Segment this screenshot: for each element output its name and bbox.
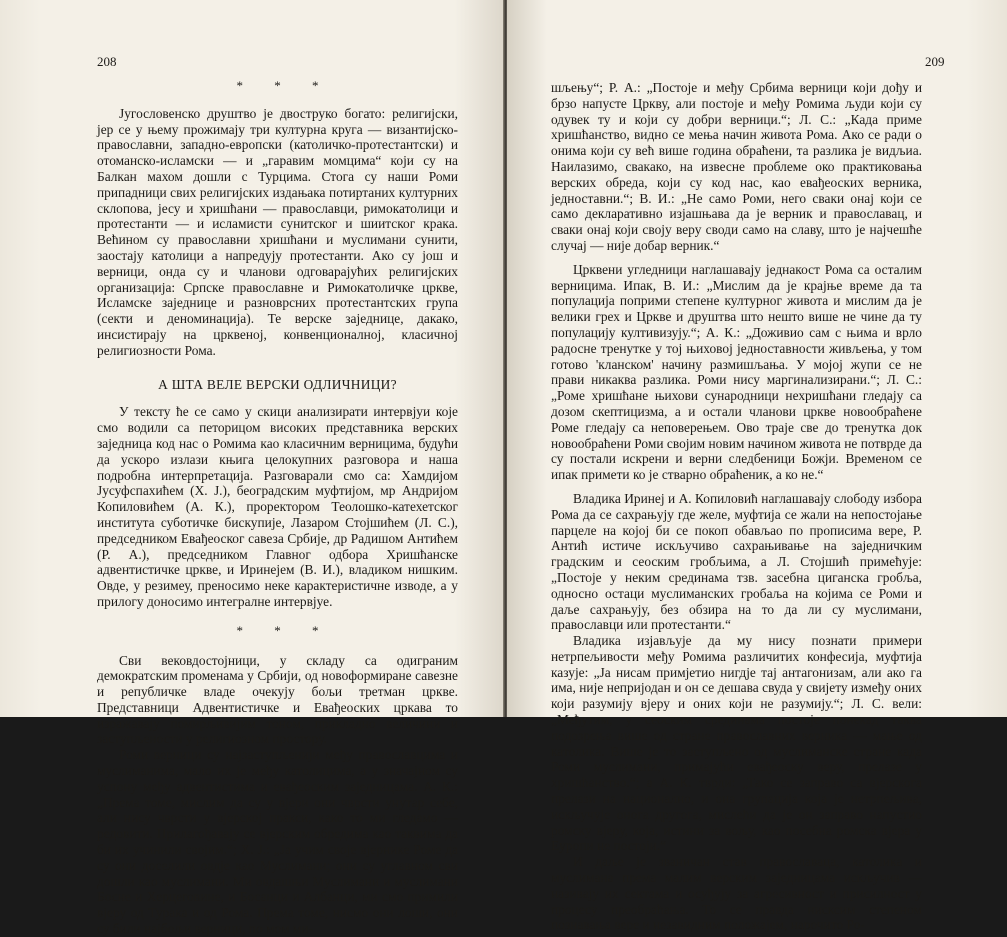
paragraph: Роми верници су најзаступљенији међу православцима и муслиманима, мало их је међу католицима, а у значајном су успону међу адвентистима и евађеоским заједницама. А. К.: „Према томе, мислим да су у вјери они чврсти унутар себе, али нису чврсти у вјерској пракси, како то ми гледамо — редовити. Прилагођавају се вјерским обредима као таквима да би их учинили својим.“; Х. Ј.: „Ја учим своје вјернике Роме да су они доселили овдје као Муслимани; они су углавном сви дошли као муслимани. Ми овдашњи Муслимани и муслимани Босне и Херцеговине, и Босанци и Албанци, ми смо примили вјеру од Турака и од Рома. Према томе, нисмо они лоши, они су били најбољи верници, по мом ми- <box>97 747 458 937</box>
page-number-left: 208 <box>97 54 117 69</box>
paragraph: У тексту ће се само у скици анализирати интервјуи које смо водили са петорицом високих представника верских заједница код нас о Ромима као класичним верницима, будући да ускоро излази књига целокупних разговора и наша подробна интерпретација. Разговарали смо са: Хамдијом Јусуфспахићем (Х. Ј.), београдским муфтијом, мр Андријом Копиловићем (А. К.), проректором Теолошко-катехетског института суботичке бискупије, Лазаром Стојшићем (Л. С.), председником Евађеоског савеза Србије, др Радишом Антићем (Р. А.), председником Главног одбора Хришћанске адвентистичке цркве, и Иринејем (В. И.), владиком нишким. Овде, у резимеу, преносимо неке карактеристичне изводе, а у прилогу доносимо интегралне интервјуе. <box>97 404 458 609</box>
paragraph: Владика Иринеј и А. Копиловић наглашавају слободу избора Рома да се сахрањују где желе, муфтија се жали на непостојање парцеле на којој би се покоп обављао по прописима вере, Р. Антић истиче искључиво сахрањивање на заједничким градским и сеоским гробљима, а Л. Стојшић примећује: „Постоје у неким срединама тзв. засебна циганска гробља, односно остаци муслиманских гробаља на којима се Роми и даље сахрањују, без обзира на то да ли су муслимани, православци или протестанти.“ <box>551 490 922 633</box>
section-heading: А ШТА ВЕЛЕ ВЕРСКИ ОДЛИЧНИЦИ? <box>158 376 397 392</box>
paragraph: Црквени угледници наглашавају једнакост Рома са осталим верницима. Ипак, В. И.: „Мислим да је крајње време да та популација поприми степене културног живота и мислим да је велики грех и Цркве и друштва што нешто више не чине да ту популацију култивизују.“; А. К.: „Доживио сам с њима и врло радосне тренутке у тој њиховој једноставности живљења, у том готово 'кланском' начину размишљања. У мојој жупи се не прави никаква разлика. Роми нису маргинализирани.“; Л. С.: „Роме хришћане њихови сународници нехришћани гледају са дозом скептицизма, а и остали чланови цркве новообраћене Роме гледају са неповерењем. Ово траје све до тренутка док новообраћени Роми својим новим начином живота не потврде да су постали искрени и верни следбеници Божји. Временом се ипак примети ко је стварно обраћеник, а ко не.“ <box>551 261 922 483</box>
left-page-body <box>97 78 458 937</box>
right-page <box>507 0 1007 933</box>
paragraph: Владика изјављује да му нису познати примери нетрпељивости међу Ромима различитих конфесија, муфтија казује: „Ја нисам примјетио нигдје тај антагонизам, али ако га има, није непријодан и он се дешава свуда у свијету између оних који разумију вјеру и оних који не разумију.“; Л. С. вели: „Међутим, у сеоским срединама постоје понекад таква подозрења више од стране православних верника — мање од католика. Више је то заступљено од муслиманске стране када Роми муслимани, примајући евађеоску веру, прелазе у хришћанство.“; а А. К. тврди: „Тако се заправо са вјерскога прелази на национално, и она групација која је нетрпељива, искључује онога другога, мислећи да је он заправо напустио ромску вјеру, која, истини за вољу, као посебна ромска вјера у Еуропи не постоји.“ <box>551 633 922 854</box>
paragraph: И даље је званичан став православаца, католика и муслимана према малим верским заједницама искључив — називају их сектама и осуђују за агресивност и присилност у процесу преобраћања. То се правда нисксим степеном познавања вере и незавидним положајем, нарочито Ро- <box>551 854 922 933</box>
paragraph: шљењу“; Р. А.: „Постоје и међу Србима верници који дођу и брзо напусте Цркву, али постоје и међу Ромима људи који су одувек ту и који су добри верници.“; Л. С.: „Када приме хришћанство, видно се мења начин живота Рома. Ако се ради о онима који су већ више година обраћени, та разлика је видљиа. Наилазимо, свакако, на извесне проблеме око практиковања верских обреда, који су код нас, као евађеоских верника, једноставни.“; В. И.: „Не само Роми, него сваки онај који се само декларативно изјашњава да је верник и православац, и сваки онај који своју веру своди само на славу, што је најчешће случај — није добар верник.“ <box>551 80 922 253</box>
paragraph: Сви вековдостојници, у складу са одиграним демократским променама у Србији, од новоформиране савезне и републичке владе очекују бољи третман цркве. Представници Адвентистичке и Евађеоских цркава то изражавају помирљивијим тоном, прикладно величини и заступљености у религиозном простору. <box>97 652 458 747</box>
page-number-right: 209 <box>925 54 945 69</box>
section-separator: * * * <box>236 78 333 93</box>
right-page-body <box>551 80 922 933</box>
section-separator: * * * <box>236 622 333 638</box>
paragraph: Југословенско друштво је двоструко богато: религијски, јер се у њему прожимају три културна круга — византијско-православни, западно-европски (католичко-протестантски) и отоманско-исламски — и „гаравим момцима“ који су на Балкан махом дошли с Турцима. Стога су наши Роми припадници свих религијских издањака потиртаних културних склопова, јесу и хришћани — православци, римокатолици и протестанти — и исламисти сунитског и шиитског крака. Већином су православни хришћани и муслимани сунити, заостају католици а напредују протестанти. Ако су још и верници, онда су и чланови одговарајућих религијских организација: Српске православне и Римокатоличке цркве, Исламске заједнице и разноврсних протестантских група (секти и деноминација). Те верске заједнице, дакако, инсистирају на црквеној, конвенционалној, класичној религиозности Рома. <box>97 105 458 358</box>
